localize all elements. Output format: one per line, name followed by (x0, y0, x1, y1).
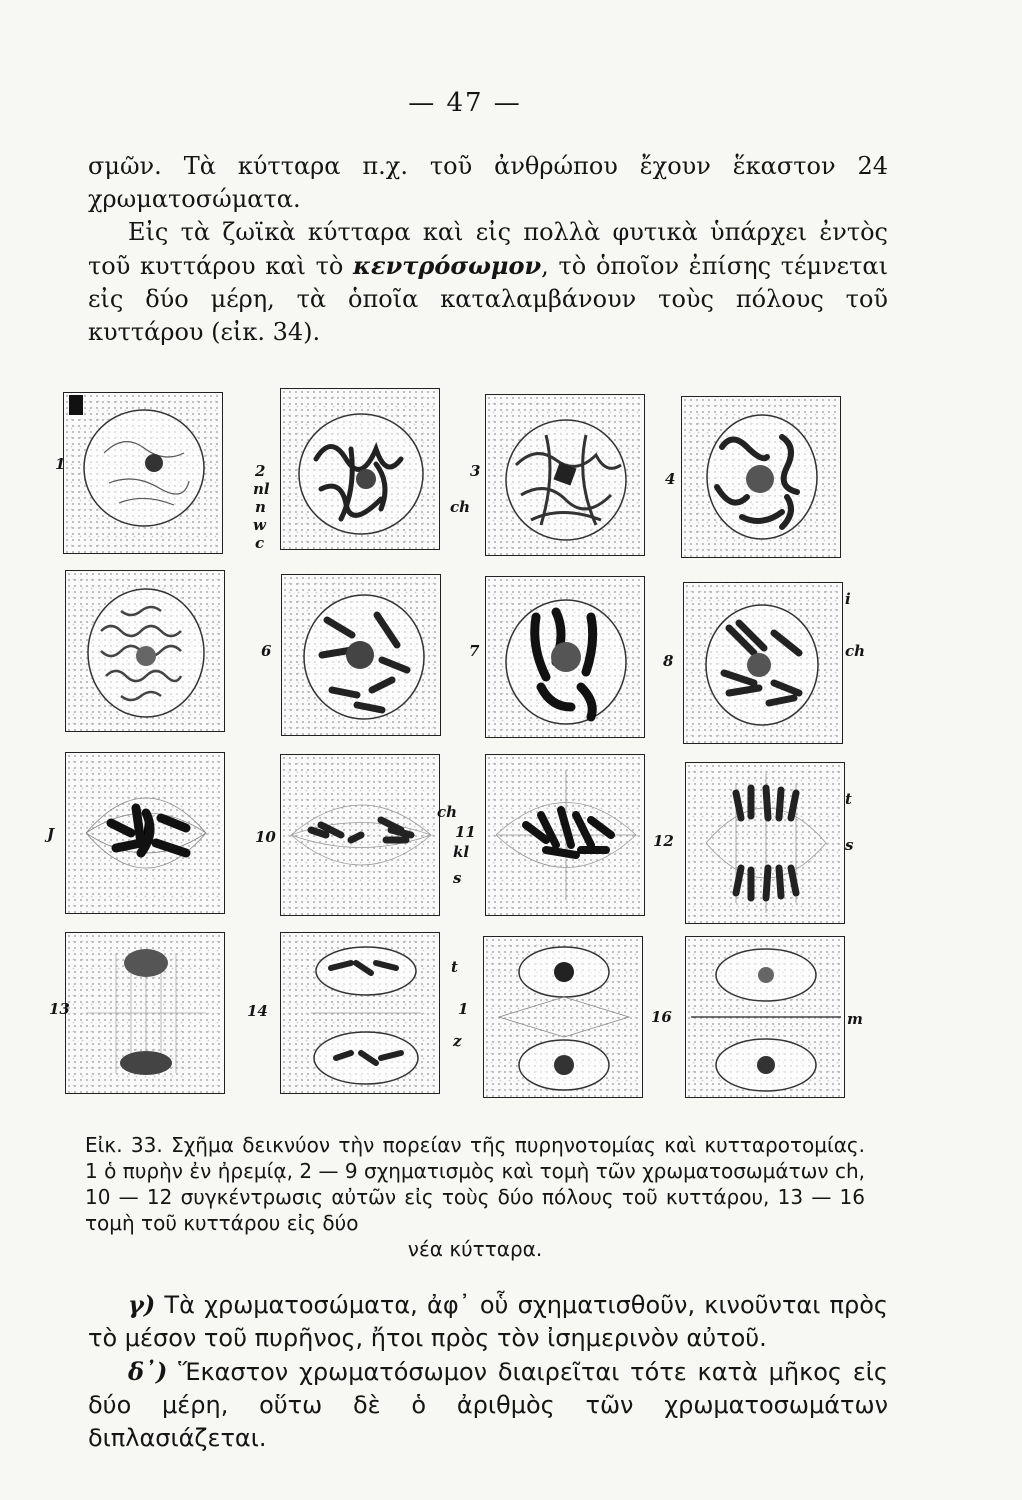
figure-label: ch (845, 642, 866, 660)
figure-panel-7 (485, 576, 645, 738)
figure-label: nl (253, 480, 270, 498)
figure-panel-12 (685, 762, 845, 924)
figure-caption (85, 1132, 865, 1262)
figure-label: 7 (469, 642, 480, 660)
figure-label: 4 (665, 470, 676, 488)
figure-label: i (845, 590, 851, 608)
figure-panel-13 (65, 932, 225, 1094)
figure-label: 1 (55, 455, 66, 473)
figure-label: ch (450, 498, 471, 516)
spireme-drawing (486, 395, 644, 555)
intro-paragraph-1: σμῶν. Τὰ κύτταρα π.χ. τοῦ ἀνθρώπου ἔχουν ἕκαστον 24 χρωματοσώματα. (88, 152, 888, 213)
figure-label: 13 (49, 1000, 70, 1018)
figure-label: z (453, 1032, 462, 1050)
segmented-chromosomes-drawing (282, 575, 440, 735)
intro-paragraph-2 (88, 216, 888, 349)
paragraph-delta (88, 1355, 888, 1455)
term-kentrosomon: κεντρόσωμον (353, 251, 542, 280)
after-text (88, 1288, 888, 1455)
figure-label: 11 (455, 823, 476, 841)
delta-text: Ἕκαστον χρωματόσωμον διαιρεῖται τότε κατὰ μῆκος εἰς δύο μέρη, οὕτω δὲ ὁ ἀριθμὸς τῶν χρωματοσωμάτων διπλασιάζεται. (88, 1358, 888, 1452)
caption-main: Εἰκ. 33. Σχῆμα δεικνύον τὴν πορείαν τῆς πυρηνοτομίας καὶ κυτταροτομίας. 1 ὁ πυρὴν ἐν ἠρεμίᾳ, 2 — 9 σχηματισμὸς καὶ τομὴ τῶν χρωματοσωμάτων ch, 10 — 12 συγκέντρωσις αὐτῶν εἰς τοὺς δύο πόλους τοῦ κυττάρου, 13 — 16 τομὴ τοῦ κυττάρου εἰς δύο (85, 1133, 865, 1235)
intro-paragraph-2-before: Εἰς τὰ ζωϊκὰ κύτταρα καὶ εἰς πολλὰ φυτικὰ ὑπάρχει ἐντὸς τοῦ κυττάρου καὶ τὸ (88, 218, 888, 280)
paragraph-gamma (88, 1288, 888, 1355)
thread-stage-drawing (66, 571, 224, 731)
two-new-cells-drawing (686, 937, 844, 1097)
figure-panel-8 (683, 582, 843, 744)
figure-label: 1 (458, 1000, 469, 1018)
figure-label: 14 (247, 1002, 268, 1020)
figure-label: 6 (261, 642, 272, 660)
figure-label: t (451, 958, 458, 976)
figure-label: 10 (255, 828, 276, 846)
figure-label: t (845, 790, 852, 808)
figure-panel-9 (65, 752, 225, 914)
figure-label: kl (453, 843, 470, 861)
daughter-nuclei-drawing (281, 933, 439, 1093)
figure-panel-3 (485, 394, 645, 556)
telophase-drawing (66, 933, 224, 1093)
figure-label: s (453, 869, 462, 887)
figure-label: 8 (663, 652, 674, 670)
figure-panel-2 (280, 388, 440, 550)
figure-panel-10 (280, 754, 440, 916)
figure-label: 2 (255, 462, 266, 480)
figure-label: 12 (653, 832, 674, 850)
intro-text (88, 150, 888, 349)
metaphase-drawing (281, 755, 439, 915)
figure-label: s (845, 836, 854, 854)
figure-label: c (255, 534, 265, 552)
thick-chromosomes-drawing (486, 577, 644, 737)
marker-delta: δ᾽) (128, 1357, 168, 1386)
paired-chromosomes-drawing (684, 583, 842, 743)
figure-panel-11 (485, 754, 645, 916)
page-number: — 47 — (408, 88, 522, 118)
figure-panel-16 (685, 936, 845, 1098)
resting-nucleus-drawing (64, 393, 222, 553)
figure-label: J (47, 825, 55, 843)
gamma-text: Τὰ χρωματοσώματα, ἀφ᾽ οὗ σχηματισθοῦν, κινοῦνται πρὸς τὸ μέσον τοῦ πυρῆνος, ἤτοι πρὸς τὸν ἰσημερινὸν αὐτοῦ. (88, 1291, 888, 1352)
equatorial-plate-drawing (486, 755, 644, 915)
spindle-stage-drawing (66, 753, 224, 913)
figure-label: 3 (470, 462, 481, 480)
figure-panel-1 (63, 392, 223, 554)
figure-label: 16 (651, 1008, 672, 1026)
figure-label: n (255, 498, 266, 516)
intro-paragraph-2-after: , τὸ ὁποῖον ἐπίσης τέμνεται εἰς δύο μέρη, τὰ ὁποῖα καταλαμβάνουν τοὺς πόλους τοῦ κυττάρου (εἰκ. 34). (88, 252, 888, 346)
chromatin-forming-drawing (281, 389, 439, 549)
figure-panel-6 (281, 574, 441, 736)
anaphase-drawing (686, 763, 844, 923)
figure-label: m (847, 1010, 863, 1028)
marker-gamma: γ) (128, 1290, 156, 1319)
cell-dividing-drawing (484, 937, 642, 1097)
figure-panel-15 (483, 936, 643, 1098)
coiled-chromosomes-drawing (682, 397, 840, 557)
figure-panel-4 (681, 396, 841, 558)
figure-label: w (253, 516, 266, 534)
figure-label: ch (437, 803, 458, 821)
figure-panel-5 (65, 570, 225, 732)
caption-last-line: νέα κύτταρα. (407, 1237, 543, 1261)
figure-panel-14 (280, 932, 440, 1094)
mitosis-figure (47, 380, 866, 1120)
